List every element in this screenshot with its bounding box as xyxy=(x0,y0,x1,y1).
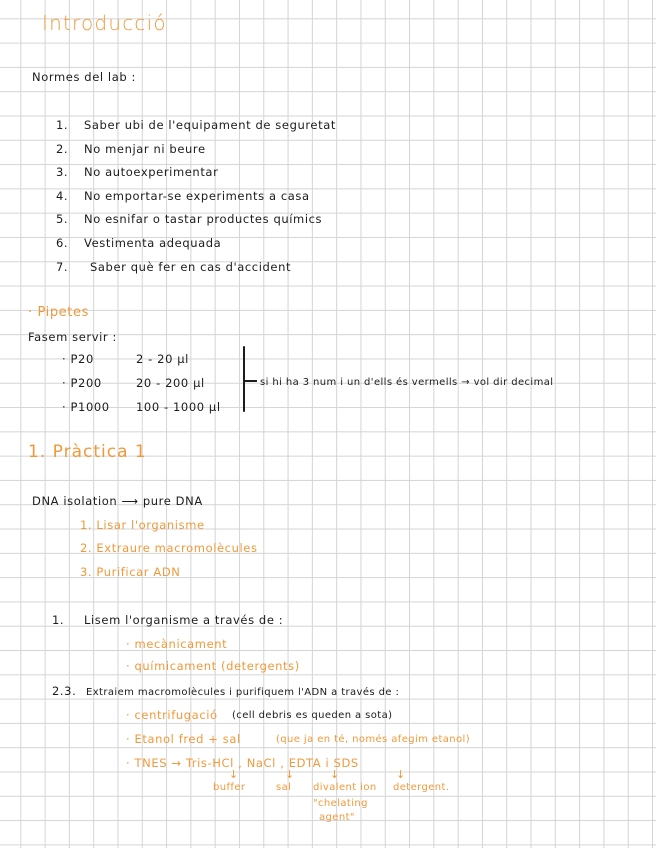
section-title: 1. Pràctica 1 xyxy=(28,442,147,462)
list-item: No menjar ni beure xyxy=(84,142,206,156)
list-item: No emportar-se experiments a casa xyxy=(84,189,310,203)
pipette-range: 20 - 200 µl xyxy=(136,376,205,390)
pipette-name: · P200 xyxy=(62,376,102,390)
list-item-number: 7. xyxy=(56,260,69,274)
list-item: Saber ubi de l'equipament de seguretat xyxy=(84,118,336,132)
tnes-line: · TNES → Tris-HCl , NaCl , EDTA i SDS xyxy=(126,756,359,770)
step23-text: Extraiem macromolècules i purifiquem l'ADN a través de : xyxy=(86,687,400,698)
bracket-line xyxy=(243,346,245,412)
step-item: 1. Lisar l'organisme xyxy=(80,518,205,532)
ethanol-note: (que ja en té, només afegim etanol) xyxy=(276,734,471,745)
list-item-number: 4. xyxy=(56,189,69,203)
divalent-annotation: divalent ion xyxy=(313,782,377,793)
list-item: No autoexperimentar xyxy=(84,165,219,179)
dna-isolation-line: DNA isolation ⟶ pure DNA xyxy=(32,494,203,508)
pipette-range: 2 - 20 µl xyxy=(136,352,189,366)
centrifugation-label: · centrifugació xyxy=(126,708,218,722)
down-arrow-icon: ↓ xyxy=(229,768,239,781)
down-arrow-icon: ↓ xyxy=(396,768,406,781)
pipette-name: · P20 xyxy=(62,352,94,366)
list-item-number: 1. xyxy=(56,118,69,132)
list-item: Vestimenta adequada xyxy=(84,236,222,250)
pipetes-heading: · Pipetes xyxy=(28,305,89,320)
salt-annotation: sal xyxy=(276,782,292,793)
norms-heading: Normes del lab : xyxy=(32,70,136,84)
list-item: Saber què fer en cas d'accident xyxy=(90,260,292,274)
pipetes-intro: Fasem servir : xyxy=(28,330,117,344)
pipette-name: · P1000 xyxy=(62,400,110,414)
method-item: · químicament (detergents) xyxy=(126,659,300,673)
list-item-number: 2. xyxy=(56,142,69,156)
list-item: No esnifar o tastar productes químics xyxy=(84,212,323,226)
down-arrow-icon: ↓ xyxy=(330,768,340,781)
chelating-annotation: "chelating xyxy=(313,798,368,809)
down-arrow-icon: ↓ xyxy=(285,768,295,781)
step-item: 3. Purificar ADN xyxy=(80,565,181,579)
step1-text: Lisem l'organisme a través de : xyxy=(84,613,284,627)
bracket-tick xyxy=(245,380,257,382)
list-item-number: 5. xyxy=(56,212,69,226)
step23-number: 2.3. xyxy=(52,684,77,698)
centrifugation-note: (cell debris es queden a sota) xyxy=(232,710,393,721)
detergent-annotation: detergent. xyxy=(393,782,450,793)
agent-annotation: agent" xyxy=(319,812,355,823)
page-title: Introducció xyxy=(42,11,167,35)
list-item-number: 3. xyxy=(56,165,69,179)
method-item: · mecànicament xyxy=(126,637,228,651)
pipette-range: 100 - 1000 µl xyxy=(136,400,221,414)
step1-number: 1. xyxy=(52,613,65,627)
pipette-note: si hi ha 3 num i un d'ells és vermells → vol dir decimal xyxy=(260,377,554,388)
ethanol-label: · Etanol fred + sal xyxy=(126,732,241,746)
buffer-annotation: buffer xyxy=(213,782,246,793)
list-item-number: 6. xyxy=(56,236,69,250)
step-item: 2. Extraure macromolècules xyxy=(80,541,258,555)
